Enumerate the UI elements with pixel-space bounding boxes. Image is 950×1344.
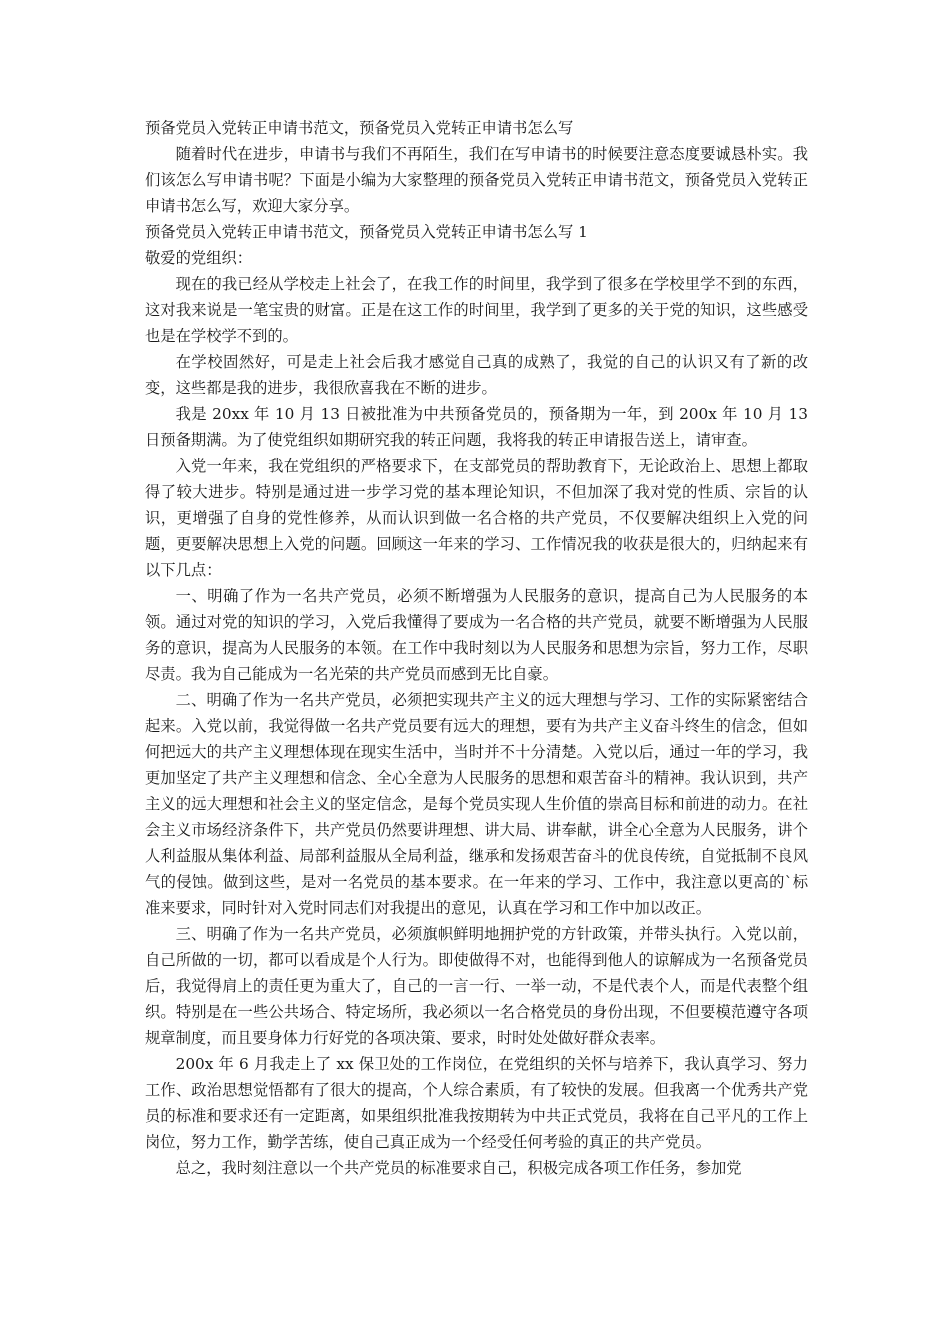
body-paragraph: 我是 20xx 年 10 月 13 日被批准为中共预备党员的，预备期为一年，到 200x 年 10 月 13 日预备期满。为了使党组织如期研究我的转正问题，我将我的转正申请报告送上，请审查。 [145,405,808,449]
body-paragraph: 200x 年 6 月我走上了 xx 保卫处的工作岗位，在党组织的关怀与培养下，我认真学习、努力工作、政治思想觉悟都有了很大的提高，个人综合素质，有了较快的发展。但我离一个优秀共产党员的标准和要求还有一定距离，如果组织批准我按期转为中共正式党员，我将在自己平凡的工作上岗位，努力工作，勤学苦练，使自己真正成为一个经受任何考验的真正的共产党员。 [145,1055,808,1151]
body-paragraph: 入党一年来，我在党组织的严格要求下，在支部党员的帮助教育下，无论政治上、思想上都取得了较大进步。特别是通过进一步学习党的基本理论知识，不但加深了我对党的性质、宗旨的认识，更增强了自身的党性修养，从而认识到做一名合格的共产党员，不仅要解决组织上入党的问题，更要解决思想上入党的问题。回顾这一年来的学习、工作情况我的收获是很大的，归纳起来有以下几点： [145,457,808,579]
body-paragraph: 总之，我时刻注意以一个共产党员的标准要求自己，积极完成各项工作任务，参加党 [175,1159,742,1177]
document-title: 预备党员入党转正申请书范文，预备党员入党转正申请书怎么写 [145,119,574,137]
body-paragraph: 三、明确了作为一名共产党员，必须旗帜鲜明地拥护党的方针政策，并带头执行。入党以前，自己所做的一切，都可以看成是个人行为。即使做得不对，也能得到他人的谅解成为一名预备党员后，我觉得肩上的责任更为重大了，自己的一言一行、一举一动，不是代表个人，而是代表整个组织。特别是在一些公共场合、特定场所，我必须以一名合格党员的身份出现，不但要模范遵守各项规章制度，而且要身体力行好党的各项决策、要求，时时处处做好群众表率。 [145,925,808,1047]
document-subtitle: 预备党员入党转正申请书范文，预备党员入党转正申请书怎么写 1 [145,223,588,241]
body-paragraph: 现在的我已经从学校走上社会了，在我工作的时间里，我学到了很多在学校里学不到的东西，这对我来说是一笔宝贵的财富。正是在这工作的时间里，我学到了更多的关于党的知识，这些感受也是在学校学不到的。 [145,275,808,345]
body-paragraph: 二、明确了作为一名共产党员，必须把实现共产主义的远大理想与学习、工作的实际紧密结合起来。入党以前，我觉得做一名共产党员要有远大的理想，要有为共产主义奋斗终生的信念，但如何把远大的共产主义理想体现在现实生活中，当时并不十分清楚。入党以后，通过一年的学习，我更加坚定了共产主义理想和信念、全心全意为人民服务的思想和艰苦奋斗的精神。我认识到，共产主义的远大理想和社会主义的坚定信念，是每个党员实现人生价值的崇高目标和前进的动力。在社会主义市场经济条件下，共产党员仍然要讲理想、讲大局、讲奉献，讲全心全意为人民服务，讲个人利益服从集体利益、局部利益服从全局利益，继承和发扬艰苦奋斗的优良传统，自觉抵制不良风气的侵蚀。做到这些，是对一名党员的基本要求。在一年来的学习、工作中，我注意以更高的`标准来要求，同时针对入党时同志们对我提出的意见，认真在学习和工作中加以改正。 [145,691,808,917]
salutation: 敬爱的党组织： [145,249,253,267]
body-paragraph: 在学校固然好，可是走上社会后我才感觉自己真的成熟了，我觉的自己的认识又有了新的改变，这些都是我的进步，我很欣喜我在不断的进步。 [145,353,808,397]
intro-paragraph: 随着时代在进步，申请书与我们不再陌生，我们在写申请书的时候要注意态度要诚恳朴实。我们该怎么写申请书呢？下面是小编为大家整理的预备党员入党转正申请书范文，预备党员入党转正申请书怎么写，欢迎大家分享。 [145,145,808,215]
document-page [145,115,808,1181]
body-paragraph: 一、明确了作为一名共产党员，必须不断增强为人民服务的意识，提高自己为人民服务的本领。通过对党的知识的学习，入党后我懂得了要成为一名合格的共产党员，就要不断增强为人民服务的意识，提高为人民服务的本领。在工作中我时刻以为人民服务和思想为宗旨，努力工作，尽职尽责。我为自己能成为一名光荣的共产党员而感到无比自豪。 [145,587,808,683]
